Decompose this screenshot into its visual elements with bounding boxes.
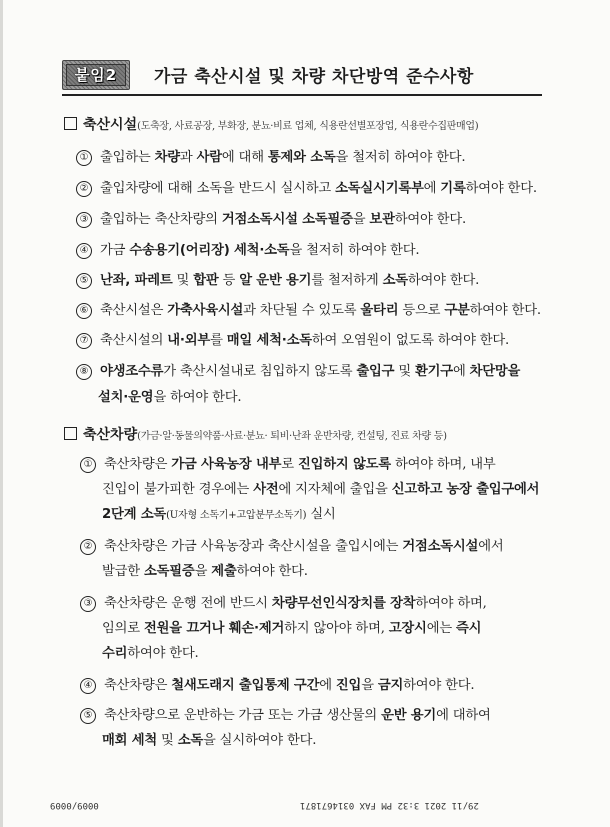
item-text: 을: [352, 212, 370, 227]
item-text: 하여야 하며, 내부: [390, 457, 496, 472]
scan-edge: [0, 0, 3, 827]
list-item: [76, 329, 509, 349]
item-bold: 울타리: [360, 303, 399, 318]
item-number: ②: [80, 539, 96, 555]
list-item-continuation: [98, 386, 241, 405]
section-vehicles-header: [64, 424, 447, 444]
item-text: 에서: [478, 539, 504, 554]
item-bold: 야생조수류: [100, 364, 164, 379]
item-number: ①: [80, 457, 96, 473]
badge-label: 붙임2: [66, 64, 126, 86]
list-item: [76, 299, 541, 319]
list-item: [76, 208, 466, 228]
item-text: 을 철저히 하여야 한다.: [289, 243, 420, 258]
list-item: [76, 360, 520, 380]
item-bold: 소독필증: [143, 564, 195, 579]
item-bold: 2단계 소독: [102, 507, 167, 522]
item-bold: 신고하고: [391, 482, 443, 497]
checkbox-icon: [64, 427, 77, 440]
item-number: ⑤: [80, 708, 96, 724]
item-bold: 소독실시기록부: [335, 181, 424, 196]
item-text: 을 실시하여야 한다.: [203, 733, 317, 748]
item-bold: 전원을 끄거나 훼손·제거: [143, 621, 285, 636]
list-item: [76, 177, 537, 197]
item-bold: 소독: [177, 733, 204, 748]
item-number: ⑧: [76, 364, 92, 380]
item-bold: 거점소독시설 소독필증: [221, 212, 353, 227]
section-title: 축산차량: [83, 427, 138, 443]
checkbox-icon: [64, 117, 77, 130]
fax-page-counter: 0009/0009: [50, 800, 99, 810]
item-number: ④: [76, 243, 92, 259]
list-item-continuation: [102, 478, 539, 497]
title-underline: [62, 94, 542, 96]
item-bold: 사람: [196, 150, 222, 165]
item-bold: 내·외부: [167, 333, 211, 348]
item-text: 및: [172, 273, 194, 288]
item-text: 축산차량은 운행 전에 반드시: [104, 596, 272, 611]
item-bold: 금지: [377, 678, 404, 693]
item-bold: 사전: [253, 482, 279, 497]
item-note: (U자형 소독기+고압분무소독기): [166, 510, 307, 521]
item-bold: 매일 세척·소독: [226, 333, 312, 348]
item-bold: 합판: [193, 273, 219, 288]
item-bold: 환기구: [415, 364, 453, 379]
item-text: 로: [281, 457, 298, 472]
section-facilities-header: [64, 114, 478, 134]
attachment-badge: [62, 60, 130, 90]
item-text: 을: [194, 564, 212, 579]
item-text: 하여야 한다.: [236, 564, 308, 579]
item-number: ⑦: [76, 333, 92, 349]
item-text: 축산차량은 가금 사육농장과 축산시설을 출입시에는: [104, 539, 403, 554]
item-text: 축산시설은: [100, 303, 168, 318]
item-text: 및: [157, 733, 178, 748]
item-text: 출입하는: [100, 150, 155, 165]
item-text: 축산차량은: [104, 678, 172, 693]
item-text: 하여야 한다.: [394, 212, 466, 227]
item-number: ③: [80, 596, 96, 612]
item-text: 하여야 한다.: [127, 646, 199, 661]
list-item-continuation: [102, 617, 481, 636]
item-text: 을: [361, 678, 378, 693]
item-bold: 제출: [211, 564, 237, 579]
item-number: ③: [76, 212, 92, 228]
item-bold: 거점소독시설: [402, 539, 479, 554]
title-bar: [62, 58, 542, 92]
item-text: 가금: [100, 243, 130, 258]
item-bold: 농장 출입구에서: [446, 482, 540, 497]
item-text: 출입하는 축산차량의: [100, 212, 222, 227]
item-text: 에 대해: [221, 150, 268, 165]
item-number: ②: [76, 181, 92, 197]
section-note: (도축장, 사료공장, 부화장, 분뇨·비료 업체, 식용란선별포장업, 식용란수집판매업): [137, 121, 479, 132]
item-text: 출입차량에 대해 소독을 반드시 실시하고: [100, 181, 336, 196]
item-text: 실시: [306, 507, 336, 522]
list-item-continuation: [102, 729, 316, 748]
item-bold: 가축사육시설: [167, 303, 244, 318]
list-item: [80, 674, 474, 694]
item-text: 에: [319, 678, 336, 693]
list-item: [80, 453, 496, 473]
item-bold: 기록: [440, 181, 466, 196]
item-bold: 고장시: [388, 621, 427, 636]
item-number: ⑤: [76, 273, 92, 289]
item-text: 및: [394, 364, 416, 379]
item-text: 축산차량은: [104, 457, 172, 472]
item-text: 축산차량으로 운반하는 가금 또는 가금 생산물의: [104, 708, 382, 723]
item-number: ⑥: [76, 303, 92, 319]
item-bold: 통제와 소독: [267, 150, 336, 165]
item-text: 을 철저히 하여야 한다.: [335, 150, 466, 165]
item-bold: 출입구: [356, 364, 395, 379]
item-text: 등으로: [398, 303, 445, 318]
item-bold: 구분: [444, 303, 470, 318]
item-text: 에는: [426, 621, 457, 636]
item-bold: 운반 용기: [381, 708, 437, 723]
section-note: (가금·알·동물의약품·사료·분뇨· 퇴비·난좌 운반차량, 컨설팅, 진료 차량 등): [137, 431, 447, 442]
item-text: 가 축산시설내로 침입하지 않도록: [163, 364, 357, 379]
item-bold: 매회 세척: [102, 733, 158, 748]
item-bold: 철새도래지 출입통제 구간: [171, 678, 320, 693]
item-bold: 난좌, 파레트: [100, 273, 173, 288]
item-bold: 진입: [335, 678, 362, 693]
item-bold: 즉시: [456, 621, 482, 636]
item-text: 과 차단될 수 있도록: [243, 303, 361, 318]
item-bold: 진입하지 않도록: [297, 457, 391, 472]
fax-header-line: 29/11 2021 3:32 PM FAX 0314671871: [300, 800, 479, 810]
item-text: 임의로: [102, 621, 144, 636]
list-item: [80, 592, 487, 612]
item-bold: 차량: [154, 150, 180, 165]
item-text: 에 지자체에 출입을: [278, 482, 392, 497]
list-item: [76, 239, 419, 259]
item-text: 을 하여야 한다.: [153, 390, 242, 405]
item-text: 하여야 한다.: [469, 303, 541, 318]
item-bold: 보관: [369, 212, 395, 227]
item-bold: 차단망을: [469, 364, 521, 379]
item-bold: 가금 사육농장 내부: [171, 457, 282, 472]
list-item-continuation: [102, 642, 199, 661]
item-bold: 수리: [102, 646, 128, 661]
item-text: 에: [423, 181, 441, 196]
item-text: 하여야 하며,: [415, 596, 487, 611]
item-bold: 알 운반 용기: [239, 273, 312, 288]
list-item: [76, 146, 465, 166]
item-text: 하지 않아야 하며,: [284, 621, 389, 636]
item-text: 진입이 불가피한 경우에는: [102, 482, 254, 497]
list-item-continuation: [102, 503, 336, 522]
item-text: 축산시설의: [100, 333, 168, 348]
item-text: 에 대하여: [436, 708, 491, 723]
item-text: 를: [210, 333, 227, 348]
list-item-continuation: [102, 560, 308, 579]
item-text: 하여야 한다.: [403, 678, 475, 693]
item-text: 를 철저하게: [311, 273, 383, 288]
list-item: [80, 535, 504, 555]
item-text: 과: [179, 150, 197, 165]
item-bold: 차량무선인식장치를 장착: [271, 596, 416, 611]
item-text: 등: [218, 273, 240, 288]
item-bold: 소독: [382, 273, 408, 288]
item-number: ①: [76, 150, 92, 166]
item-text: 하여야 한다.: [465, 181, 537, 196]
section-title: 축산시설: [83, 117, 138, 133]
list-item: [80, 704, 491, 724]
page-title: 가금 축산시설 및 차량 차단방역 준수사항: [154, 67, 474, 87]
item-text: 에: [452, 364, 470, 379]
item-number: ④: [80, 678, 96, 694]
list-item: [76, 269, 479, 289]
item-bold: 설치·운영: [98, 390, 154, 405]
item-bold: 수송용기(어리장) 세척·소독: [129, 243, 290, 258]
item-text: 하여야 한다.: [407, 273, 480, 288]
item-text: 하여 오염원이 없도록 하여야 한다.: [311, 333, 510, 348]
item-text: 발급한: [102, 564, 144, 579]
